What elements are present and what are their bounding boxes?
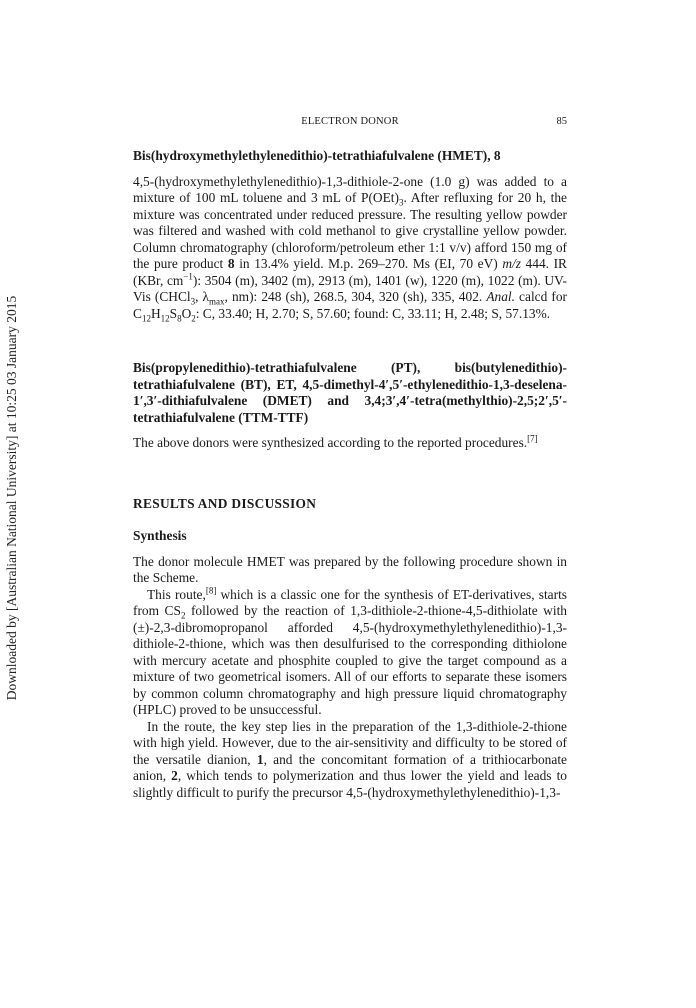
donors-heading: Bis(propylenedithio)-tetrathiafulvalene (PT), bis(butylenedithio)-tetrathiafulvalene (BT), ET, 4,5-dimethyl-4′,5′-ethylenedithio-1,3-deselena-1′,3′-dithiafulvalene (DMET) and 3,4;3′,4′-tetra(methylthio)-2,5;2′,5′-tetrathiafulvalene (TTM-TTF) (133, 360, 567, 425)
citation-8: [8] (205, 585, 217, 596)
synthesis-subtitle: Synthesis (133, 528, 187, 543)
watermark-text: Downloaded by [Australian National University] at 10:25 03 January 2015 (4, 295, 19, 701)
results-title: RESULTS AND DISCUSSION (133, 495, 317, 511)
results-paragraph-1: The donor molecule HMET was prepared by the following procedure shown in the Scheme. (133, 553, 567, 585)
hmet-paragraph: 4,5-(hydroxymethylethylenedithio)-1,3-dithiole-2-one (1.0 g) was added to a mixture of 100 mL toluene and 3 mL of $P(OEt)_3$. After refluxing for 20 h, the mixture was concentrated under reduced pressure. The resulting yellow powder was filtered and washed with cold methanol to give crystalline yellow powder. Column chromatography (chloroform/petroleum ether 1:1 v/v) afford 150 mg of the pure product 8 in 13.4% yield. M.p. 269–270. Ms (EI, 70 eV) m/z 444. IR (KBr, $cm^{-1}$): 3504 (m), 3402 (m), 2913 (m), 1401 (w), 1220 (m), 1022 (m). UV-Vis (CHCl$_3$, $\lambda_{max}$, nm): 248 (sh), 268.5, 304, 320 (sh), 335, 402. Anal. calcd for $C_{12}H_{12}S_8O_2$: C, 33.40; H, 2.70; S, 57.60; found: C, 33.11; H, 2.48; S, 57.13%. (133, 173, 567, 324)
hmet-heading: Bis(hydroxymethylethylenedithio)-tetrathiafulvalene (HMET), 8 (133, 148, 501, 163)
running-title: ELECTRON DONOR (301, 116, 399, 127)
page-body (133, 148, 567, 801)
results-paragraph-3: In the route, the key step lies in the preparation of the 1,3-dithiole-2-thione with high yield. However, due to the air-sensitivity and difficulty to be stored of the versatile dianion, 1, and the concomitant formation of a trithiocarbonate anion, 2, which tends to polymerization and thus lower the yield and leads to slightly difficult to purify the precursor 4,5-(hydroxymethylethylenedithio)-1,3- (133, 718, 568, 800)
download-watermark (0, 0, 20, 1008)
running-header (133, 116, 567, 132)
donors-paragraph: The above donors were synthesized according to the reported procedures.[7] (133, 433, 538, 450)
results-paragraph-2: This route,[8] which is a classic one for the synthesis of ET-derivatives, starts from $CS_2$ followed by the reaction of 1,3-dithiole-2-thione-4,5-dithiolate with (±)-2,3-dibromopropanol afforded 4,5-(hydroxymethylethylenedithio)-1,3-dithiole-2-thione, which was then desulfurised to the corresponding dithiolone with mercury acetate and phosphite coupled to give the target compound as a mixture of two geometrical isomers. All of our efforts to separate these isomers by common column chromatography and high pressure liquid chromatography (HPLC) proved to be unsuccessful. (133, 585, 567, 717)
page-number: 85 (556, 116, 567, 127)
citation-7: [7] (527, 433, 538, 444)
